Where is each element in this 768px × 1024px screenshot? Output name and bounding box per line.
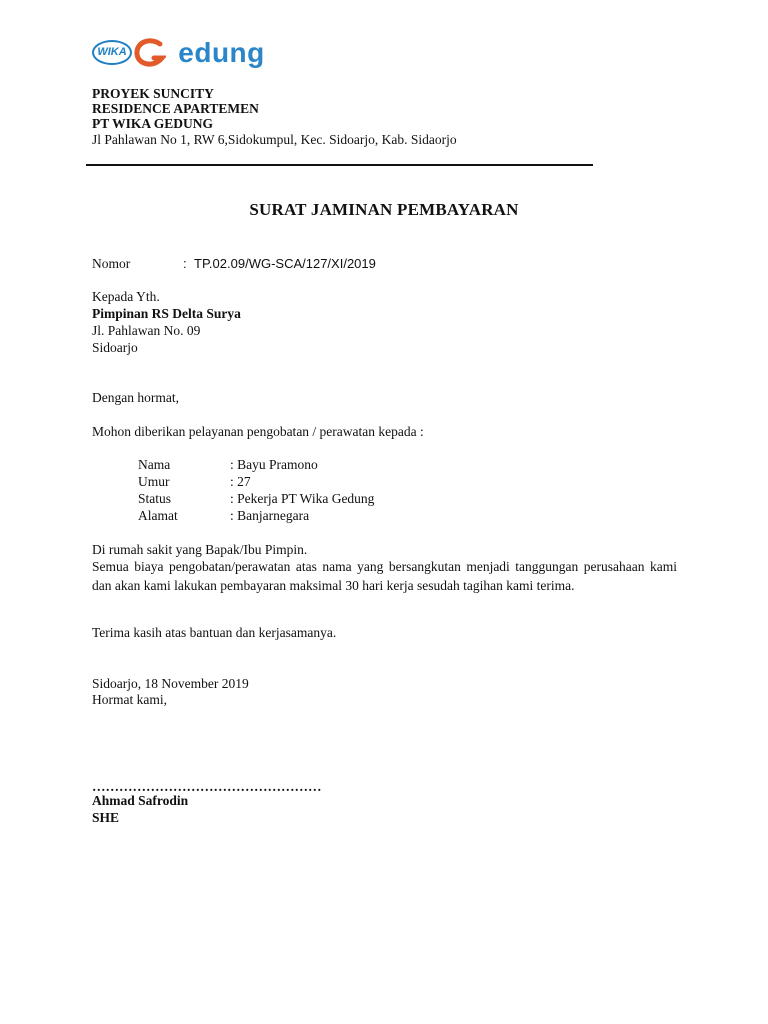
place-date: Sidoarjo, 18 November 2019 bbox=[92, 676, 249, 691]
body-line: Di rumah sakit yang Bapak/Ibu Pimpin. bbox=[92, 542, 308, 557]
document-title: SURAT JAMINAN PEMBAYARAN bbox=[249, 200, 519, 219]
patient-value-umur: : 27 bbox=[230, 474, 251, 489]
company-name: PT WIKA GEDUNG bbox=[92, 116, 214, 131]
request-text: Mohon diberikan pelayanan pengobatan / perawatan kepada : bbox=[92, 424, 424, 439]
patient-value-nama: : Bayu Pramono bbox=[230, 457, 318, 472]
letterhead-divider bbox=[86, 164, 593, 166]
nomor-label: Nomor bbox=[92, 256, 131, 271]
company-address: Jl Pahlawan No 1, RW 6,Sidokumpul, Kec. Sidoarjo, Kab. Sidaorjo bbox=[92, 132, 457, 147]
body-paragraph: Semua biaya pengobatan/perawatan atas nama yang bersangkutan menjadi tanggungan perusahaan kami dan akan kami lakukan pembayaran maksimal 30 hari kerja sesudah tagihan kami terima. bbox=[92, 559, 677, 593]
patient-value-alamat: : Banjarnegara bbox=[230, 508, 310, 523]
project-subtitle: RESIDENCE APARTEMEN bbox=[92, 101, 259, 116]
signature-line: …………………………………………… bbox=[92, 779, 322, 794]
recipient-name: Pimpinan RS Delta Surya bbox=[92, 306, 241, 321]
logo-brand-text bbox=[156, 36, 265, 70]
patient-label-status: Status bbox=[138, 491, 172, 506]
signer-name: Ahmad Safrodin bbox=[92, 793, 189, 808]
signer-title: SHE bbox=[92, 810, 120, 825]
company-logo bbox=[92, 36, 272, 72]
recipient-greeting: Kepada Yth. bbox=[92, 289, 160, 304]
project-name: PROYEK SUNCITY bbox=[92, 86, 214, 101]
recipient-street: Jl. Pahlawan No. 09 bbox=[92, 323, 201, 338]
nomor-separator: : bbox=[183, 256, 187, 271]
patient-label-alamat: Alamat bbox=[138, 508, 178, 523]
logo-brand-rest: edung bbox=[178, 37, 265, 68]
wika-badge: WIKA bbox=[92, 40, 132, 65]
recipient-city: Sidoarjo bbox=[92, 340, 138, 355]
thanks-text: Terima kasih atas bantuan dan kerjasamanya. bbox=[92, 625, 337, 640]
nomor-value: TP.02.09/WG-SCA/127/XI/2019 bbox=[194, 256, 376, 271]
salutation: Dengan hormat, bbox=[92, 390, 179, 405]
patient-label-nama: Nama bbox=[138, 457, 171, 472]
patient-label-umur: Umur bbox=[138, 474, 170, 489]
patient-value-status: : Pekerja PT Wika Gedung bbox=[230, 491, 375, 506]
regards-text: Hormat kami, bbox=[92, 692, 167, 707]
